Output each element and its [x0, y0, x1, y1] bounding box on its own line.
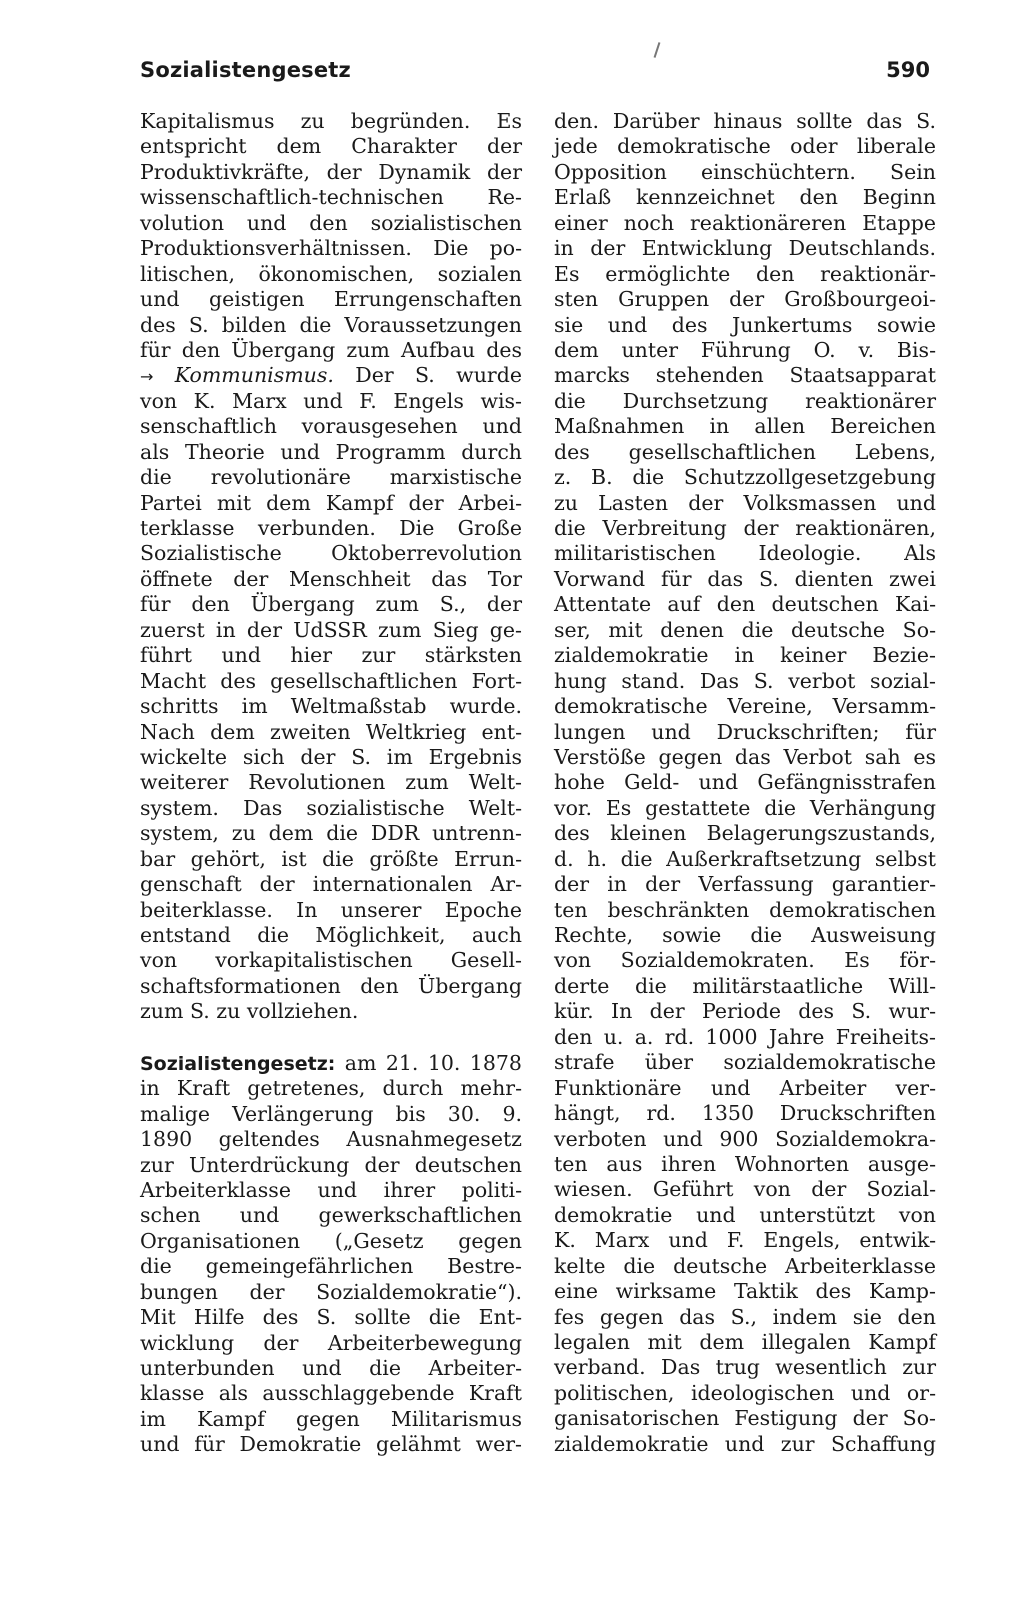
paragraph-gap: [140, 1025, 522, 1051]
text-line: für den Übergang zum S., der: [140, 592, 522, 617]
text-line: und für Demokratie gelähmt wer-: [140, 1432, 522, 1457]
text-line: legalen mit dem illegalen Kampf: [554, 1330, 936, 1354]
text-line: als Theorie und Programm durch: [140, 439, 522, 464]
text-line: zu Lasten der Volksmassen und: [554, 490, 936, 515]
text-line: ganisatorischen Festigung der So-: [554, 1406, 936, 1431]
running-head: Sozialistengesetz: [140, 58, 351, 82]
text-line: 1890 geltendes Ausnahmegesetz: [140, 1127, 522, 1152]
text-line: im Kampf gegen Militarismus: [140, 1406, 522, 1431]
text-line: Nach dem zweiten Weltkrieg ent-: [140, 719, 522, 744]
text-line: jede demokratische oder liberale: [554, 134, 936, 159]
right-column: [554, 109, 936, 1457]
text-line: Mit Hilfe des S. sollte die Ent-: [140, 1305, 522, 1330]
entry-heading-line: [140, 1051, 522, 1076]
arrow-right-icon: →: [140, 367, 154, 387]
text-line: dem unter Führung O. v. Bis-: [554, 337, 936, 362]
text-line: system. Das sozialistische Welt-: [140, 795, 522, 820]
text-line: wicklung der Arbeiterbewegung: [140, 1330, 522, 1355]
text-line: klasse als ausschlaggebende Kraft: [140, 1381, 522, 1406]
text-line: von K. Marx und F. Engels wis-: [140, 388, 522, 413]
text-line: demokratische Vereine, Versamm-: [554, 694, 936, 719]
text-line: des gesellschaftlichen Lebens,: [554, 439, 936, 464]
text-line: zialdemokratie in keiner Bezie-: [554, 643, 936, 668]
text-line: öffnete der Menschheit das Tor: [140, 566, 522, 591]
text-line: terklasse verbunden. Die Große: [140, 516, 522, 540]
text-line: des kleinen Belagerungszustands,: [554, 821, 936, 846]
text-line: die Durchsetzung reaktionärer: [554, 388, 936, 413]
text-fragment: Der S. wurde: [355, 363, 522, 388]
text-line: Arbeiterklasse und ihrer politi-: [140, 1177, 522, 1202]
text-line: des S. bilden die Voraussetzungen: [140, 312, 522, 337]
entry-title: Sozialistengesetz:: [140, 1052, 336, 1075]
text-line: marcks stehenden Staatsapparat: [554, 363, 936, 388]
text-line: entstand die Möglichkeit, auch: [140, 923, 522, 947]
text-line: entspricht dem Charakter der: [140, 134, 522, 159]
text-line: die Verbreitung der reaktionären,: [554, 516, 936, 540]
text-line: in der Entwicklung Deutschlands.: [554, 236, 936, 261]
text-line: K. Marx und F. Engels, entwik-: [554, 1228, 936, 1253]
text-line: den. Darüber hinaus sollte das S.: [554, 109, 936, 133]
text-line: verboten und 900 Sozialdemokra-: [554, 1126, 936, 1151]
text-line: einer noch reaktionäreren Etappe: [554, 210, 936, 235]
text-line: d. h. die Außerkraftsetzung selbst: [554, 846, 936, 871]
text-line: ten aus ihren Wohnorten ausge-: [554, 1151, 936, 1176]
text-line: eine wirksame Taktik des Kamp-: [554, 1279, 936, 1304]
text-line: Organisationen („Gesetz gegen: [140, 1228, 522, 1253]
text-line: ser, mit denen die deutsche So-: [554, 617, 936, 642]
text-line: sie und des Junkertums sowie: [554, 312, 936, 337]
text-line: derte die militärstaatliche Will-: [554, 973, 936, 998]
text-line: hohe Geld- und Gefängnisstrafen: [554, 770, 936, 795]
text-line: zialdemokratie und zur Schaffung: [554, 1431, 936, 1456]
text-line: zuerst in der UdSSR zum Sieg ge-: [140, 617, 522, 642]
text-line: senschaftlich vorausgesehen und: [140, 414, 522, 439]
text-line: Es ermöglichte den reaktionär-: [554, 261, 936, 286]
text-line: kür. In der Periode des S. wur-: [554, 999, 936, 1024]
text-line: demokratie und unterstützt von: [554, 1202, 936, 1227]
text-line: fes gegen das S., indem sie den: [554, 1304, 936, 1329]
text-line: wickelte sich der S. im Ergebnis: [140, 744, 522, 769]
text-line: verband. Das trug wesentlich zur: [554, 1355, 936, 1380]
text-line: Erlaß kennzeichnet den Beginn: [554, 185, 936, 210]
text-line: genschaft der internationalen Ar-: [140, 872, 522, 897]
text-line: zum S. zu vollziehen.: [140, 999, 359, 1024]
text-line: bungen der Sozialdemokratie“).: [140, 1279, 522, 1304]
text-line: volution und den sozialistischen: [140, 210, 522, 235]
text-line: die gemeingefährlichen Bestre-: [140, 1254, 522, 1279]
text-line: der in der Verfassung garantier-: [554, 872, 936, 897]
text-line: Attentate auf den deutschen Kai-: [554, 592, 936, 617]
cross-reference-term[interactable]: Kommunismus.: [174, 363, 334, 388]
text-line: schaftsformationen den Übergang: [140, 973, 522, 998]
text-line: ten beschränkten demokratischen: [554, 897, 936, 922]
text-line: politischen, ideologischen und or-: [554, 1380, 936, 1405]
text-line: system, zu dem die DDR untrenn-: [140, 821, 522, 846]
text-line: kelte die deutsche Arbeiterklasse: [554, 1253, 936, 1278]
text-line: wiesen. Geführt von der Sozial-: [554, 1177, 936, 1202]
text-line: wissenschaftlich-technischen Re-: [140, 185, 522, 210]
text-line: von vorkapitalistischen Gesell-: [140, 948, 522, 973]
cross-reference-line: [140, 363, 522, 388]
text-line: Macht des gesellschaftlichen Fort-: [140, 668, 522, 693]
text-line: beiterklasse. In unserer Epoche: [140, 897, 522, 922]
text-line: lungen und Druckschriften; für: [554, 719, 936, 744]
page-number: 590: [886, 58, 930, 82]
text-line: und geistigen Errungenschaften: [140, 287, 522, 312]
text-line: sten Gruppen der Großbourgeoi-: [554, 287, 936, 312]
stray-mark: [654, 42, 661, 58]
text-line: litischen, ökonomischen, sozialen: [140, 261, 522, 286]
text-line: militaristischen Ideologie. Als: [554, 541, 936, 566]
text-line: von Sozialdemokraten. Es för-: [554, 948, 936, 973]
text-line: Rechte, sowie die Ausweisung: [554, 923, 936, 947]
text-line: bar gehört, ist die größte Errun-: [140, 846, 522, 871]
text-line: in Kraft getretenes, durch mehr-: [140, 1076, 522, 1101]
text-line: hung stand. Das S. verbot sozial-: [554, 668, 936, 693]
text-line: Sozialistische Oktoberrevolution: [140, 541, 522, 566]
text-line: Kapitalismus zu begründen. Es: [140, 109, 522, 133]
left-column: [140, 109, 522, 1458]
text-line: die revolutionäre marxistische: [140, 465, 522, 490]
text-line: Produktionsverhältnissen. Die po-: [140, 236, 522, 261]
text-line: führt und hier zur stärksten: [140, 643, 522, 668]
text-line: schritts im Weltmaßstab wurde.: [140, 694, 522, 719]
text-line: den u. a. rd. 1000 Jahre Freiheits-: [554, 1024, 936, 1049]
text-line: Produktivkräfte, der Dynamik der: [140, 159, 522, 184]
text-line: Verstöße gegen das Verbot sah es: [554, 744, 936, 769]
text-line: für den Übergang zum Aufbau des: [140, 337, 522, 362]
text-line: schen und gewerkschaftlichen: [140, 1203, 522, 1228]
text-line: weiterer Revolutionen zum Welt-: [140, 770, 522, 795]
text-fragment: am 21. 10. 1878: [344, 1050, 522, 1075]
text-line: hängt, rd. 1350 Druckschriften: [554, 1101, 936, 1126]
text-line: Opposition einschüchtern. Sein: [554, 159, 936, 184]
text-line: strafe über sozialdemokratische: [554, 1050, 936, 1075]
text-line: Maßnahmen in allen Bereichen: [554, 414, 936, 439]
text-line: vor. Es gestattete die Verhängung: [554, 795, 936, 820]
text-line: Vorwand für das S. dienten zwei: [554, 566, 936, 591]
text-line: unterbunden und die Arbeiter-: [140, 1356, 522, 1380]
text-line: malige Verlängerung bis 30. 9.: [140, 1101, 522, 1126]
text-line: zur Unterdrückung der deutschen: [140, 1152, 522, 1177]
text-line: z. B. die Schutzzollgesetzgebung: [554, 465, 936, 490]
text-line: Partei mit dem Kampf der Arbei-: [140, 490, 522, 515]
text-line: Funktionäre und Arbeiter ver-: [554, 1075, 936, 1100]
